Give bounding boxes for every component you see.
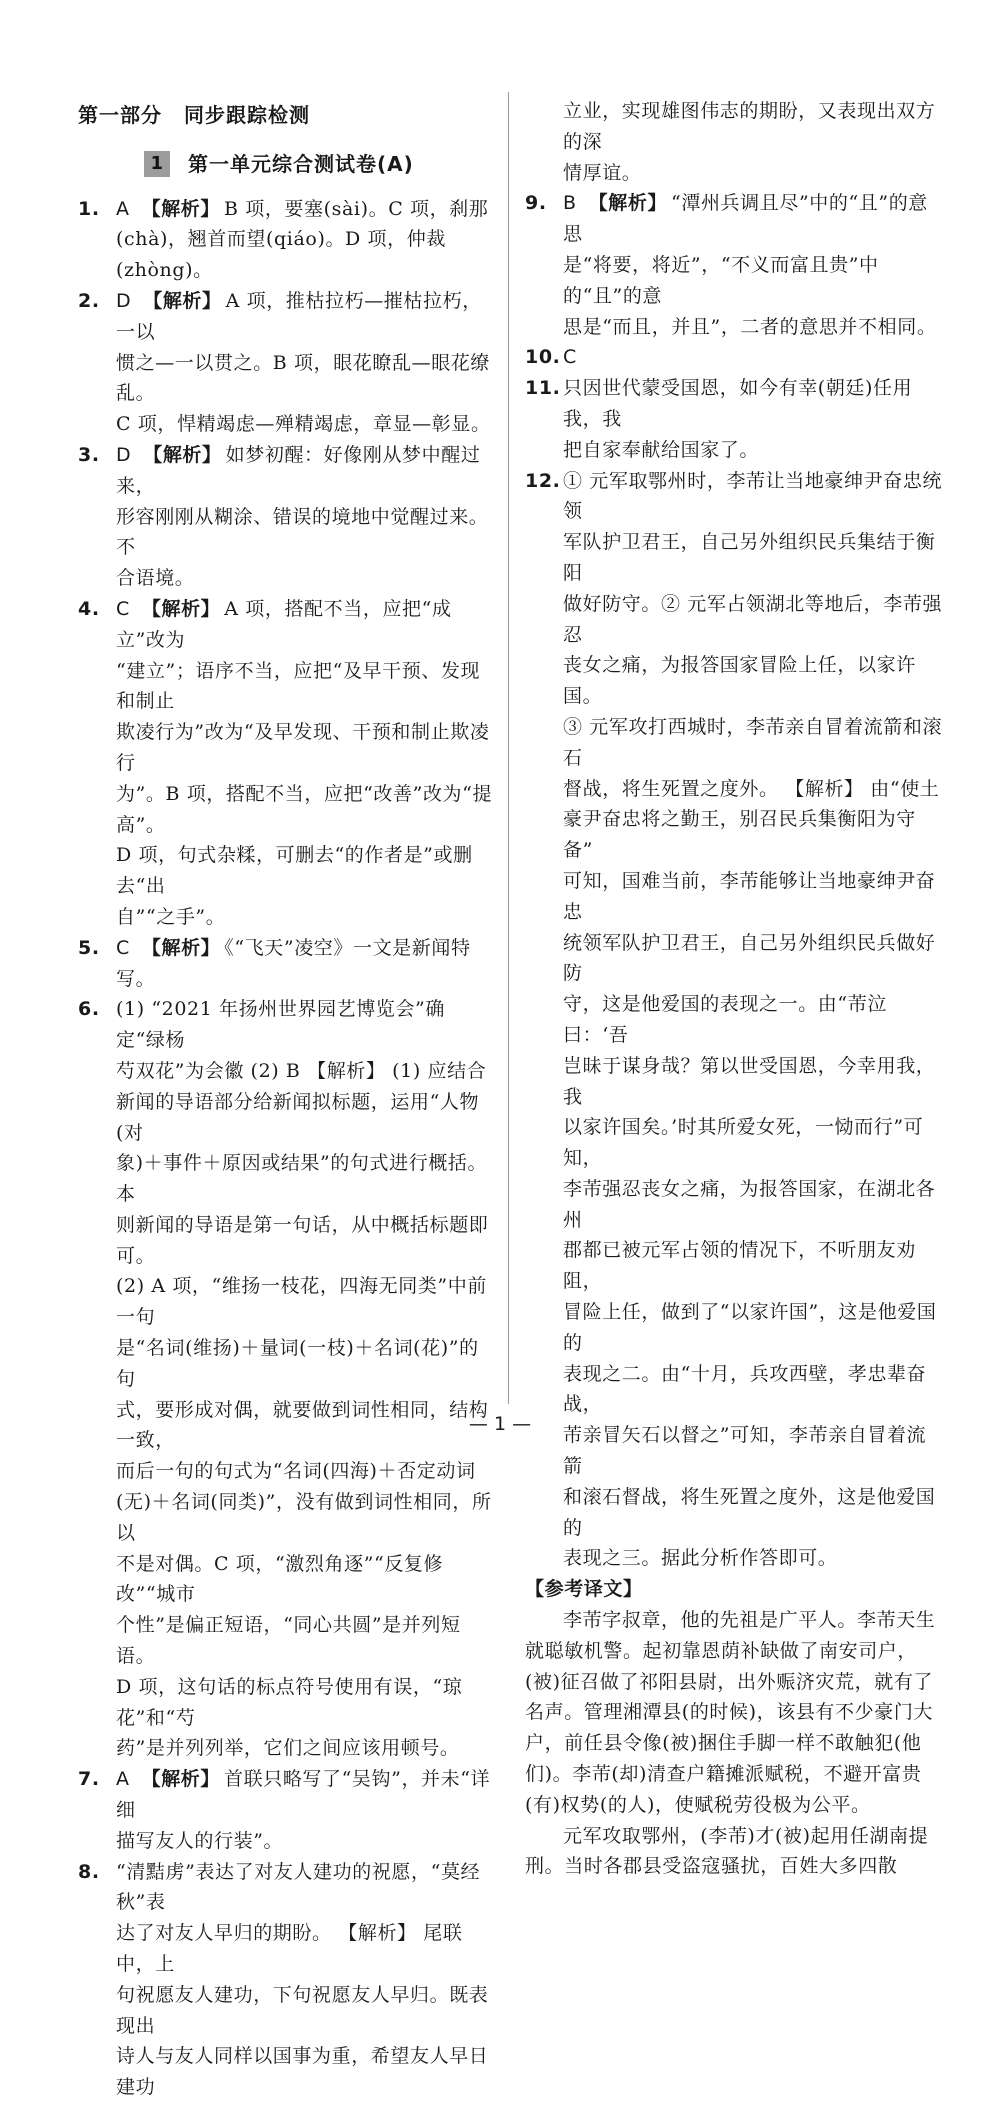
text-line: 岂昧于谋身哉？第以世受国恩，今幸用我，我: [563, 1054, 936, 1108]
text-line: 形容刚刚从糊涂、错误的境地中觉醒过来。不: [116, 505, 489, 559]
text-line: 把自家奉献给国家了。: [563, 438, 760, 461]
text-line: 以家许国矣。’时其所爱女死，一恸而行”可知，: [563, 1116, 924, 1170]
text-line: 表现之三。据此分析作答即可。: [563, 1547, 838, 1570]
item-body: [116, 594, 493, 933]
text-line: D 【解析】 如梦初醒：好像刚从梦中醒过来，: [116, 443, 481, 497]
answer-item: [525, 342, 943, 373]
item-body: [116, 933, 493, 995]
text-line: (chà)，翘首而望(qiáo)。D 项，仲裁(zhòng)。: [116, 228, 446, 282]
answer-item: [78, 594, 493, 933]
text-line: ① 元军取鄂州时，李芾让当地豪绅尹奋忠统领: [563, 469, 943, 523]
text-line: 情厚谊。: [563, 161, 642, 184]
item-number: 9.: [525, 192, 547, 215]
text-line: 思是“而且，并且”，二者的意思并不相同。: [563, 315, 937, 338]
text-line: 描写友人的行装”。: [116, 1829, 284, 1852]
text-line: D 【解析】 A 项，推枯拉朽—摧枯拉朽，一以: [116, 289, 482, 343]
answer-item: [78, 194, 493, 286]
text-line: 而后一句的句式为“名词(四海)＋否定动词: [116, 1460, 476, 1483]
analysis-tag: 【解析】: [141, 197, 221, 220]
text-line: “建立”；语序不当，应把“及早干预、发现和制止: [116, 659, 481, 713]
item-body: [116, 286, 493, 440]
text-line: 自”“之手”。: [116, 905, 226, 928]
analysis-tag: 【解析】: [588, 192, 668, 215]
answer-item: [78, 286, 493, 440]
item-body: [563, 188, 943, 342]
part-title: [78, 100, 493, 131]
text-line: 为”。B 项，搭配不当，应把“改善”改为“提高”。: [116, 782, 493, 836]
text-line: 惯之—一以贯之。B 项，眼花瞭乱—眼花缭乱。: [116, 351, 491, 405]
answer-choice: C: [116, 597, 130, 620]
text-line: (1) “2021 年扬州世界园艺博览会”确定“绿杨: [116, 998, 445, 1052]
item-number: 6.: [78, 998, 100, 1021]
item-number: 4.: [78, 597, 100, 620]
text-line: 药”是并列列举，它们之间应该用顿号。: [116, 1737, 460, 1760]
text-line: 郡都已被元军占领的情况下，不听朋友劝阻，: [563, 1239, 916, 1293]
item-body: [116, 994, 493, 1764]
text-line: C 项，悍精竭虑—殚精竭虑，章显—彰显。: [116, 413, 491, 436]
answer-item: [525, 373, 943, 465]
text-line: 象)＋事件＋原因或结果”的句式进行概括。本: [116, 1152, 488, 1206]
text-line: (2) A 项，“维扬一枝花，四海无同类”中前一句: [116, 1275, 487, 1329]
text-line: 是“名词(维扬)＋量词(一枝)＋名词(花)”的句: [116, 1337, 479, 1390]
translation-paragraph: 元军攻取鄂州，(李芾)才(被)起用任湖南提刑。当时各郡县受盗寇骚扰，百姓大多四散: [525, 1824, 929, 1878]
text-line: 督战，将生死置之度外。 【解析】 由“使土: [563, 777, 940, 800]
analysis-tag: 【解析】: [143, 443, 222, 466]
item-body: [116, 1857, 493, 2103]
analysis-tag: 【解析】: [141, 597, 221, 620]
reference-translation-title: 【参考译文】: [525, 1578, 643, 1601]
item-body: [116, 440, 493, 594]
text-line: 李芾强忍丧女之痛，为报答国家，在湖北各州: [563, 1177, 936, 1231]
answer-item: [78, 994, 493, 1764]
text-line: 是“将要，将近”，“不义而富且贵”中的“且”的意: [563, 253, 879, 307]
analysis-tag: 【解析】: [141, 1768, 221, 1791]
item-number: 11.: [525, 377, 561, 400]
text-line: 统领军队护卫君王，自己另外组织民兵做好防: [563, 931, 936, 985]
text-line: 立业，实现雄图伟志的期盼，又表现出双方的深: [563, 100, 936, 153]
translation-paragraph: 李芾字叔章，他的先祖是广平人。李芾天生就聪敏机警。起初靠恩荫补缺做了南安司户，(被)征召做了祁阳县尉，出外赈济灾荒，就有了名声。管理湘潭县(的时候)，该县有不少豪门大户，前任县令像(被)捆住手脚一样不敢触犯(他们)。李芾(却)清查户籍摊派赋税，不避开富贵(有)权势(的人)，使赋税劳役极为公平。: [525, 1609, 936, 1816]
item-body: [116, 194, 493, 286]
answer-choice: A: [116, 197, 130, 220]
text-line: 个性”是偏正短语，“同心共圆”是并列短语。: [116, 1614, 461, 1668]
text-line: 只因世代蒙受国恩，如今有幸(朝廷)任用我，我: [563, 377, 913, 430]
text-line: 丧女之痛，为报答国家冒险上任，以家许国。: [563, 654, 916, 708]
item-body: [116, 1764, 493, 1856]
answer-item: [78, 933, 493, 995]
unit-title: 第一单元综合测试卷(A): [188, 151, 414, 176]
answer-item: [525, 466, 943, 1575]
answer-item: [78, 440, 493, 594]
item-number: 5.: [78, 936, 100, 959]
item-number: 1.: [78, 197, 100, 220]
answer-choice: C: [563, 346, 577, 369]
right-column: [525, 96, 943, 1882]
analysis-tag: 【解析】: [141, 936, 221, 959]
item-number: 12.: [525, 469, 561, 492]
text-line: ③ 元军攻打西城时，李芾亲自冒着流箭和滚石: [563, 715, 943, 769]
text-line: 芍双花”为会徽 (2) B 【解析】 (1) 应结合: [116, 1059, 487, 1082]
text-line: (无)＋名词(同类)”，没有做到词性相同，所以: [116, 1491, 492, 1544]
text-line: 军队护卫君王，自己另外组织民兵集结于衡阳: [563, 531, 936, 584]
right-answer-list: [525, 188, 943, 1574]
text-line: B 【解析】 “潭州兵调且尽”中的“且”的意思: [563, 192, 928, 246]
text-line: 新闻的导语部分给新闻拟标题，运用“人物(对: [116, 1090, 480, 1144]
unit-number-badge: 1: [144, 151, 170, 177]
text-line: D 项，这句话的标点符号使用有误，“琼花”和“芍: [116, 1675, 463, 1729]
answer-item: [525, 188, 943, 342]
answer-choice: D: [116, 443, 132, 466]
text-line: 守，这是他爱国的表现之一。由“芾泣曰：‘吾: [563, 993, 887, 1046]
part-name: 同步跟踪检测: [184, 103, 310, 127]
text-line: 合语境。: [116, 567, 195, 590]
text-line: 豪尹奋忠将之勤王，别召民兵集衡阳为守备”: [563, 808, 916, 862]
answer-choice: B: [563, 192, 577, 215]
text-line: 和滚石督战，将生死置之度外，这是他爱国的: [563, 1485, 936, 1539]
left-column: [78, 90, 493, 2103]
item-body: [563, 342, 943, 373]
text-line: 句祝愿友人建功，下句祝愿友人早归。既表现出: [116, 1983, 489, 2037]
text-line: 欺凌行为”改为“及早发现、干预和制止欺凌行: [116, 721, 490, 774]
text-line: “清黠虏”表达了对友人建功的祝愿，“莫经秋”表: [116, 1860, 481, 1914]
part-label: 第一部分: [78, 103, 162, 127]
text-line: C 【解析】 A 项，搭配不当，应把“成立”改为: [116, 597, 452, 651]
item-body: [563, 466, 943, 1575]
item-number: 2.: [78, 289, 100, 312]
answer-choice: A: [116, 1768, 130, 1791]
page-number: — 1 —: [468, 1413, 532, 1435]
item-number: 8.: [78, 1860, 100, 1883]
reference-translation-body: [525, 1605, 943, 1882]
text-line: D 项，句式杂糅，可删去“的作者是”或删去“出: [116, 844, 473, 898]
text-line: 则新闻的导语是第一句话，从中概括标题即可。: [116, 1213, 489, 1267]
unit-heading: [144, 149, 493, 180]
text-line: 做好防守。② 元军占领湖北等地后，李芾强忍: [563, 592, 943, 646]
answer-choice: C: [116, 936, 130, 959]
answer-item: [78, 1764, 493, 1856]
text-line: A 【解析】 B 项，要塞(sài)。C 项，刹那: [116, 197, 489, 220]
text-line: [563, 342, 943, 373]
answer-choice: D: [116, 289, 132, 312]
analysis-tag: 【解析】: [143, 289, 222, 312]
item-number: 3.: [78, 443, 100, 466]
text-line: C 【解析】 《“飞天”凌空》一文是新闻特写。: [116, 936, 471, 990]
text-line: 式，要形成对偶，就要做到词性相同，结构一致，: [116, 1398, 489, 1452]
item-number: 7.: [78, 1768, 100, 1791]
text-line: 诗人与友人同样以国事为重，希望友人早日建功: [116, 2045, 489, 2099]
answer-item: [78, 1857, 493, 2103]
left-answer-list: [78, 194, 493, 2103]
column-divider: [508, 92, 509, 1404]
text-line: 芾亲冒矢石以督之”可知，李芾亲自冒着流箭: [563, 1424, 927, 1478]
text-line: 不是对偶。C 项，“激烈角逐”“反复修改”“城市: [116, 1552, 444, 1606]
text-line: A 【解析】 首联只略写了“吴钩”，并未“详细: [116, 1768, 491, 1822]
text-line: 可知，国难当前，李芾能够让当地豪绅尹奋忠: [563, 869, 936, 923]
text-line: 达了对友人早归的期盼。 【解析】 尾联中，上: [116, 1922, 463, 1976]
item-number: 10.: [525, 346, 561, 369]
item-body: [563, 373, 943, 465]
continued-answer: [525, 96, 943, 188]
text-line: 表现之二。由“十月，兵攻西壁，孝忠辈奋战，: [563, 1362, 927, 1416]
text-line: 冒险上任，做到了“以家许国”，这是他爱国的: [563, 1301, 937, 1354]
